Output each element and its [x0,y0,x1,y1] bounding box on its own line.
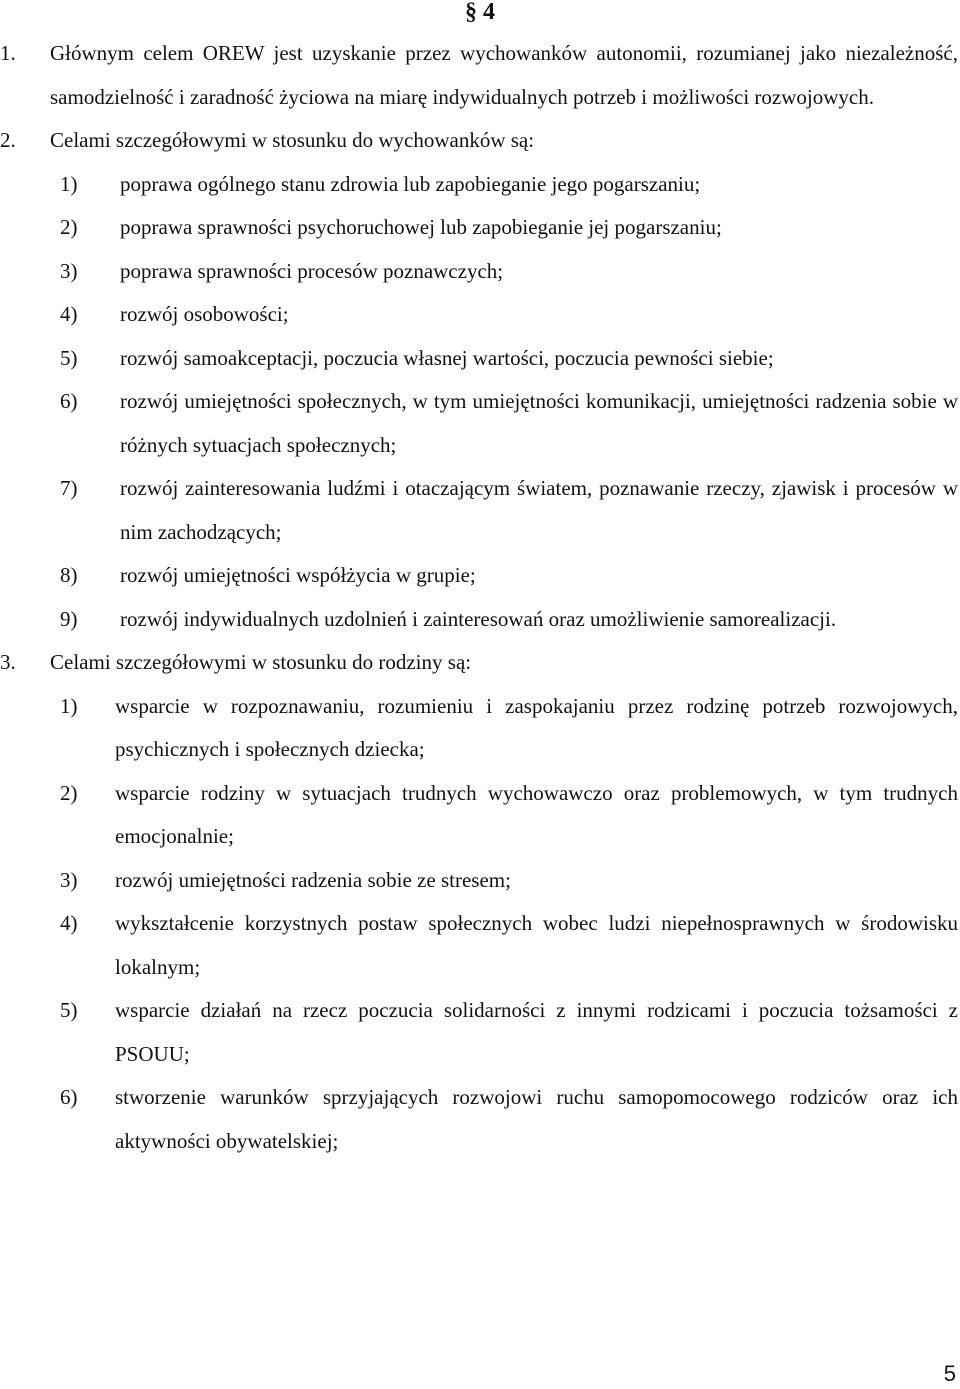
paragraph-text: Celami szczegółowymi w stosunku do rodziny są: [50,650,472,674]
list-item-number: 3) [60,867,78,892]
list-item-text: wykształcenie korzystnych postaw społecznych wobec ludzi niepełnosprawnych w środowisku lokalnym; [115,911,958,979]
list-item-text: rozwój umiejętności radzenia sobie ze stresem; [115,867,511,892]
page-number: 5 [943,1361,956,1386]
list-item-text: wsparcie rodziny w sytuacjach trudnych wychowawczo oraz problemowych, w tym trudnych emocjonalnie; [115,780,958,848]
paragraph-3 [0,641,958,685]
list-item-number: 4) [60,302,78,326]
list-item-number: 8) [60,563,78,587]
list-item [0,989,958,1076]
list-item-number: 6) [60,1085,78,1109]
list-item-number: 2) [60,780,78,805]
list-item [0,250,958,294]
list-item-number: 3) [60,258,78,283]
list-item [0,598,958,642]
list-item-text: rozwój samoakceptacji, poczucia własnej wartości, poczucia pewności siebie; [120,345,774,370]
list-item [0,467,958,554]
list-item [0,859,958,903]
goals-list-children [0,163,958,642]
list-item-text: rozwój osobowości; [120,302,289,326]
list-item [0,772,958,859]
goals-list-family [0,685,958,1164]
paragraph-2 [0,119,958,163]
list-item-text: poprawa sprawności procesów poznawczych; [120,258,504,283]
paragraph-text: Celami szczegółowymi w stosunku do wychowanków są: [50,128,535,152]
list-item-text: poprawa ogólnego stanu zdrowia lub zapobieganie jego pogarszaniu; [120,171,701,196]
list-item-number: 9) [60,606,78,631]
list-item [0,380,958,467]
paragraph-1 [0,32,958,119]
list-item-number: 5) [60,998,78,1022]
list-item-number: 1) [60,693,78,718]
list-item [0,337,958,381]
list-item-text: rozwój zainteresowania ludźmi i otaczającym światem, poznawanie rzeczy, zjawisk i procesów w nim zachodzących; [120,476,958,544]
list-item-text: rozwój umiejętności współżycia w grupie; [120,563,476,587]
list-item [0,902,958,989]
list-item-text: wsparcie działań na rzecz poczucia solidarności z innymi rodzicami i poczucia tożsamości z PSOUU; [115,998,958,1066]
paragraph-number: 2. [0,128,16,152]
list-item-number: 2) [60,215,78,239]
list-item-number: 5) [60,345,78,370]
paragraph-number: 3. [0,650,16,674]
list-item-text: stworzenie warunków sprzyjających rozwojowi ruchu samopomocowego rodziców oraz ich aktywności obywatelskiej; [115,1085,958,1153]
list-item [0,554,958,598]
paragraph-number: 1. [0,41,16,65]
list-item [0,1076,958,1163]
list-item-text: poprawa sprawności psychoruchowej lub zapobieganie jej pogarszaniu; [120,215,722,239]
list-item-number: 7) [60,476,78,500]
list-item-number: 1) [60,171,78,196]
document-content [0,32,958,1163]
list-item [0,293,958,337]
list-item-text: rozwój umiejętności społecznych, w tym umiejętności komunikacji, umiejętności radzenia sobie w różnych sytuacjach społecznych; [120,389,958,457]
list-item [0,685,958,772]
list-item-text: wsparcie w rozpoznawaniu, rozumieniu i zaspokajaniu przez rodzinę potrzeb rozwojowych, psychicznych i społecznych dziecka; [115,693,958,761]
section-heading: § 4 [465,0,495,25]
list-item-text: rozwój indywidualnych uzdolnień i zainteresowań oraz umożliwienie samorealizacji. [120,606,837,631]
list-item-number: 4) [60,911,78,935]
list-item [0,163,958,207]
list-item [0,206,958,250]
paragraph-text: Głównym celem OREW jest uzyskanie przez wychowanków autonomii, rozumianej jako niezależność, samodzielność i zaradność życiowa na miarę indywidualnych potrzeb i możliwości rozwojowych. [50,41,958,109]
list-item-number: 6) [60,389,78,413]
